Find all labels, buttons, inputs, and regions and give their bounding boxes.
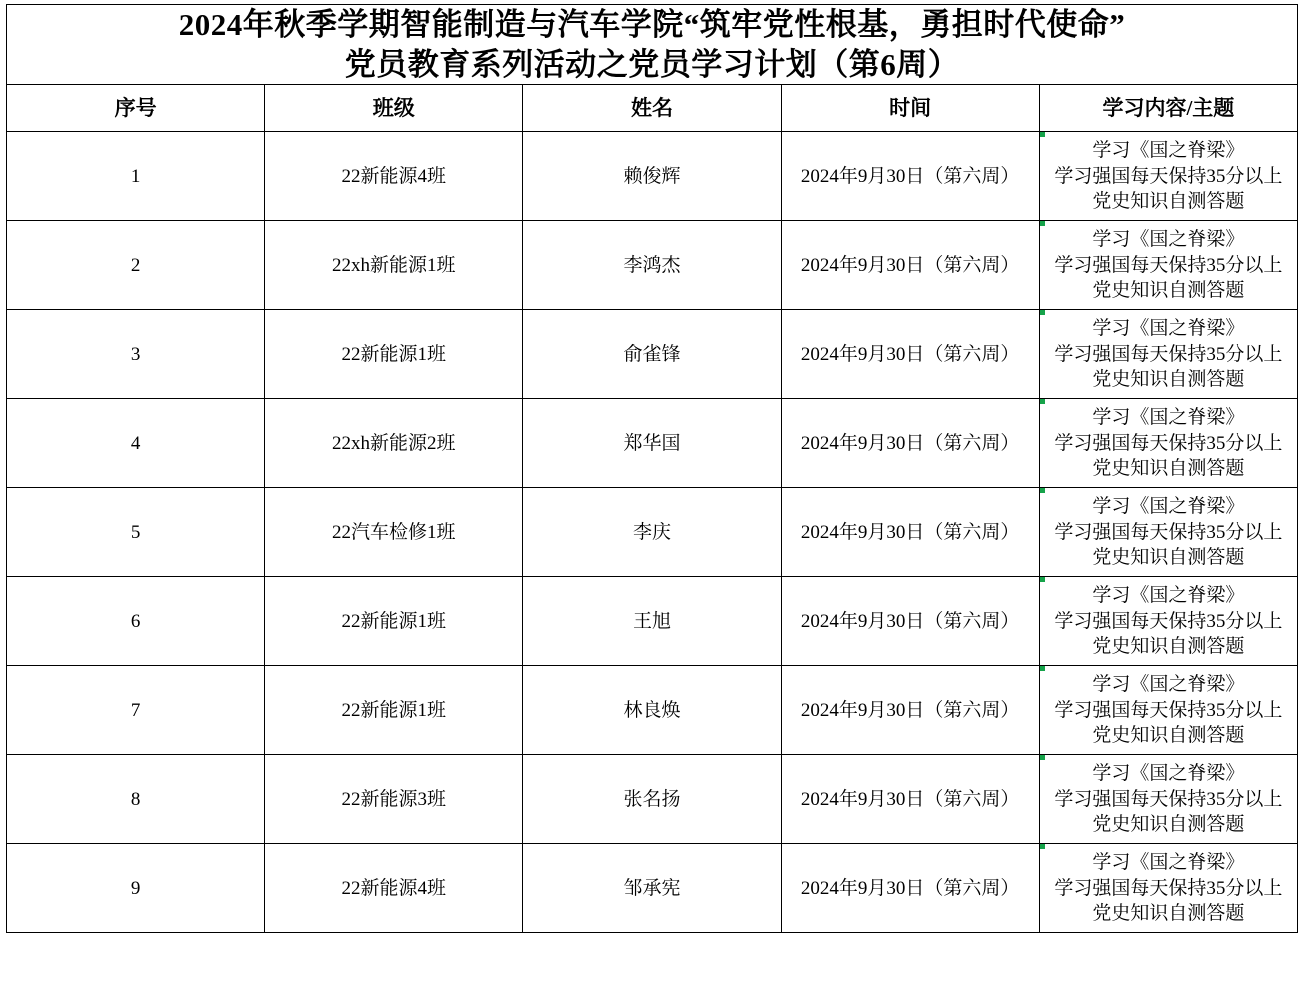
cell-index: 2 (7, 221, 265, 310)
content-line-2: 学习强国每天保持35分以上 (1054, 254, 1283, 276)
content-line-3: 党史知识自测答题 (1092, 458, 1245, 480)
cell-name: 俞雀锋 (523, 310, 781, 399)
cell-time: 2024年9月30日（第六周） (781, 755, 1039, 844)
title-row (7, 5, 1298, 85)
cell-name: 邹承宪 (523, 844, 781, 933)
table-row (7, 221, 1298, 310)
content-lines (1040, 136, 1297, 217)
document-title (7, 5, 1298, 85)
cell-class: 22汽车检修1班 (265, 488, 523, 577)
title-line-2: 党员教育系列活动之党员学习计划（第6周） (344, 46, 960, 82)
cell-class: 22新能源1班 (265, 577, 523, 666)
cell-content (1039, 488, 1297, 577)
cell-time: 2024年9月30日（第六周） (781, 310, 1039, 399)
content-line-2: 学习强国每天保持35分以上 (1054, 877, 1283, 899)
cell-time: 2024年9月30日（第六周） (781, 666, 1039, 755)
cell-index: 7 (7, 666, 265, 755)
cell-name: 林良焕 (523, 666, 781, 755)
cell-content (1039, 221, 1297, 310)
study-plan-table (6, 4, 1298, 933)
cell-name: 李鸿杰 (523, 221, 781, 310)
content-line-2: 学习强国每天保持35分以上 (1054, 343, 1283, 365)
content-line-2: 学习强国每天保持35分以上 (1054, 699, 1283, 721)
cell-index: 5 (7, 488, 265, 577)
content-line-3: 党史知识自测答题 (1092, 903, 1245, 925)
cell-content (1039, 577, 1297, 666)
content-lines (1040, 670, 1297, 751)
green-corner-marker-icon (1040, 399, 1045, 404)
content-line-1: 学习《国之脊梁》 (1092, 139, 1245, 161)
cell-content (1039, 399, 1297, 488)
cell-name: 郑华国 (523, 399, 781, 488)
content-line-3: 党史知识自测答题 (1092, 191, 1245, 213)
content-line-3: 党史知识自测答题 (1092, 725, 1245, 747)
green-corner-marker-icon (1040, 755, 1045, 760)
cell-content (1039, 132, 1297, 221)
cell-content (1039, 755, 1297, 844)
content-lines (1040, 225, 1297, 306)
content-line-2: 学习强国每天保持35分以上 (1054, 788, 1283, 810)
table-row (7, 577, 1298, 666)
content-line-2: 学习强国每天保持35分以上 (1054, 165, 1283, 187)
cell-class: 22新能源4班 (265, 132, 523, 221)
content-lines (1040, 314, 1297, 395)
cell-index: 4 (7, 399, 265, 488)
green-corner-marker-icon (1040, 844, 1045, 849)
cell-class: 22xh新能源2班 (265, 399, 523, 488)
content-line-2: 学习强国每天保持35分以上 (1054, 610, 1283, 632)
content-lines (1040, 581, 1297, 662)
content-line-3: 党史知识自测答题 (1092, 636, 1245, 658)
cell-time: 2024年9月30日（第六周） (781, 399, 1039, 488)
content-lines (1040, 759, 1297, 840)
content-line-3: 党史知识自测答题 (1092, 280, 1245, 302)
cell-time: 2024年9月30日（第六周） (781, 132, 1039, 221)
title-line-1: 2024年秋季学期智能制造与汽车学院“筑牢党性根基，勇担时代使命” (178, 7, 1126, 42)
content-lines (1040, 492, 1297, 573)
content-line-3: 党史知识自测答题 (1092, 547, 1245, 569)
table-row (7, 399, 1298, 488)
content-line-1: 学习《国之脊梁》 (1092, 406, 1245, 428)
table-row (7, 666, 1298, 755)
content-line-3: 党史知识自测答题 (1092, 814, 1245, 836)
table-row (7, 488, 1298, 577)
content-lines (1040, 403, 1297, 484)
cell-name: 赖俊辉 (523, 132, 781, 221)
cell-class: 22新能源3班 (265, 755, 523, 844)
content-line-1: 学习《国之脊梁》 (1092, 851, 1245, 873)
cell-class: 22新能源1班 (265, 666, 523, 755)
cell-index: 8 (7, 755, 265, 844)
document-page (0, 4, 1304, 985)
content-line-1: 学习《国之脊梁》 (1092, 495, 1245, 517)
cell-time: 2024年9月30日（第六周） (781, 844, 1039, 933)
cell-content (1039, 666, 1297, 755)
cell-class: 22新能源1班 (265, 310, 523, 399)
cell-time: 2024年9月30日（第六周） (781, 221, 1039, 310)
green-corner-marker-icon (1040, 577, 1045, 582)
cell-name: 张名扬 (523, 755, 781, 844)
cell-class: 22xh新能源1班 (265, 221, 523, 310)
content-line-1: 学习《国之脊梁》 (1092, 762, 1245, 784)
cell-class: 22新能源4班 (265, 844, 523, 933)
cell-index: 6 (7, 577, 265, 666)
cell-content (1039, 844, 1297, 933)
green-corner-marker-icon (1040, 488, 1045, 493)
table-head (7, 5, 1298, 132)
content-line-2: 学习强国每天保持35分以上 (1054, 432, 1283, 454)
cell-name: 李庆 (523, 488, 781, 577)
table-row (7, 844, 1298, 933)
green-corner-marker-icon (1040, 666, 1045, 671)
column-header-name: 姓名 (523, 85, 781, 132)
cell-time: 2024年9月30日（第六周） (781, 488, 1039, 577)
content-lines (1040, 848, 1297, 929)
cell-name: 王旭 (523, 577, 781, 666)
table-body (7, 132, 1298, 933)
cell-index: 1 (7, 132, 265, 221)
content-line-1: 学习《国之脊梁》 (1092, 584, 1245, 606)
content-line-1: 学习《国之脊梁》 (1092, 228, 1245, 250)
content-line-1: 学习《国之脊梁》 (1092, 317, 1245, 339)
content-line-1: 学习《国之脊梁》 (1092, 673, 1245, 695)
column-header-index: 序号 (7, 85, 265, 132)
content-line-2: 学习强国每天保持35分以上 (1054, 521, 1283, 543)
table-row (7, 755, 1298, 844)
cell-content (1039, 310, 1297, 399)
green-corner-marker-icon (1040, 132, 1045, 137)
header-row (7, 85, 1298, 132)
content-line-3: 党史知识自测答题 (1092, 369, 1245, 391)
cell-time: 2024年9月30日（第六周） (781, 577, 1039, 666)
green-corner-marker-icon (1040, 221, 1045, 226)
column-header-content: 学习内容/主题 (1039, 85, 1297, 132)
column-header-class: 班级 (265, 85, 523, 132)
cell-index: 3 (7, 310, 265, 399)
green-corner-marker-icon (1040, 310, 1045, 315)
cell-index: 9 (7, 844, 265, 933)
table-row (7, 310, 1298, 399)
table-row (7, 132, 1298, 221)
column-header-time: 时间 (781, 85, 1039, 132)
